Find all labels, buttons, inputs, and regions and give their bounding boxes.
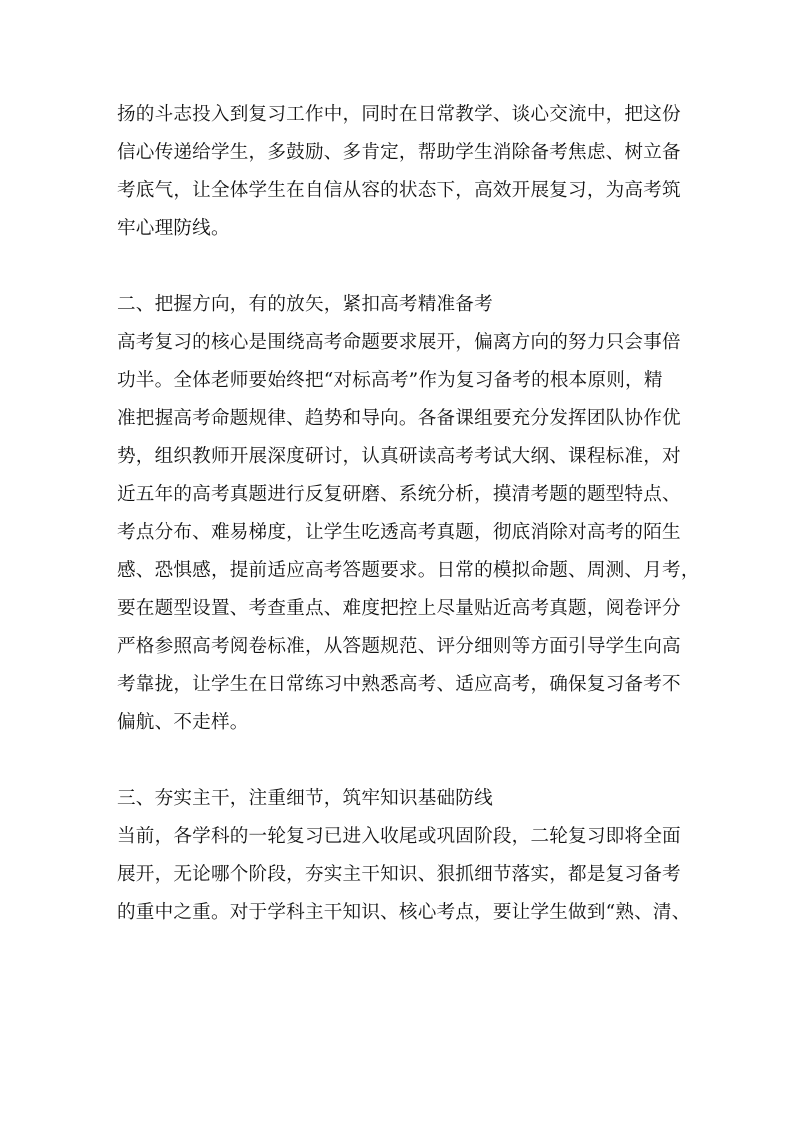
section-2 (117, 286, 700, 742)
paragraph-line: 考点分布、难易梯度，让学生吃透高考真题，彻底消除对高考的陌生 (117, 522, 681, 543)
paragraph-spacer (117, 248, 683, 286)
paragraph-line: 感、恐惧感，提前适应高考答题要求。日常的模拟命题、周测、月考， (117, 560, 700, 581)
section-heading: 二、把握方向，有的放矢，紧扣高考精准备考 (117, 294, 493, 315)
paragraph-line: 准把握高考命题规律、趋势和导向。各备课组要充分发挥团队协作优 (117, 408, 681, 429)
paragraph-line: 扬的斗志投入到复习工作中，同时在日常教学、谈心交流中，把这份 (117, 104, 681, 125)
paragraph-line: 展开，无论哪个阶段，夯实主干知识、狠抓细节落实，都是复习备考 (117, 864, 681, 885)
section-heading: 三、夯实主干，注重细节，筑牢知识基础防线 (117, 788, 493, 809)
document-page (117, 96, 700, 932)
paragraph-line: 牢心理防线。 (117, 218, 230, 239)
paragraph-line: 功半。全体老师要始终把“对标高考”作为复习备考的根本原则，精 (117, 370, 663, 391)
paragraph-line: 偏航、不走样。 (117, 712, 249, 733)
paragraph-line: 高考复习的核心是围绕高考命题要求展开，偏离方向的努力只会事倍 (117, 332, 681, 353)
paragraph-line: 的重中之重。对于学科主干知识、核心考点，要让学生做到“熟、清、 (117, 902, 691, 923)
paragraph-line: 考靠拢，让学生在日常练习中熟悉高考、适应高考，确保复习备考不 (117, 674, 681, 695)
paragraph-line: 要在题型设置、考查重点、难度把控上尽量贴近高考真题，阅卷评分 (117, 598, 681, 619)
paragraph-spacer (117, 742, 683, 780)
paragraph-line: 信心传递给学生，多鼓励、多肯定，帮助学生消除备考焦虑、树立备 (117, 142, 681, 163)
paragraph-line: 近五年的高考真题进行反复研磨、系统分析，摸清考题的题型特点、 (117, 484, 681, 505)
paragraph-line: 考底气，让全体学生在自信从容的状态下，高效开展复习，为高考筑 (117, 180, 681, 201)
paragraph-line: 势，组织教师开展深度研讨，认真研读高考考试大纲、课程标准，对 (117, 446, 681, 467)
section-3 (117, 780, 691, 932)
paragraph-line: 严格参照高考阅卷标准，从答题规范、评分细则等方面引导学生向高 (117, 636, 681, 657)
intro-paragraph (117, 96, 683, 248)
paragraph-line: 当前，各学科的一轮复习已进入收尾或巩固阶段，二轮复习即将全面 (117, 826, 681, 847)
